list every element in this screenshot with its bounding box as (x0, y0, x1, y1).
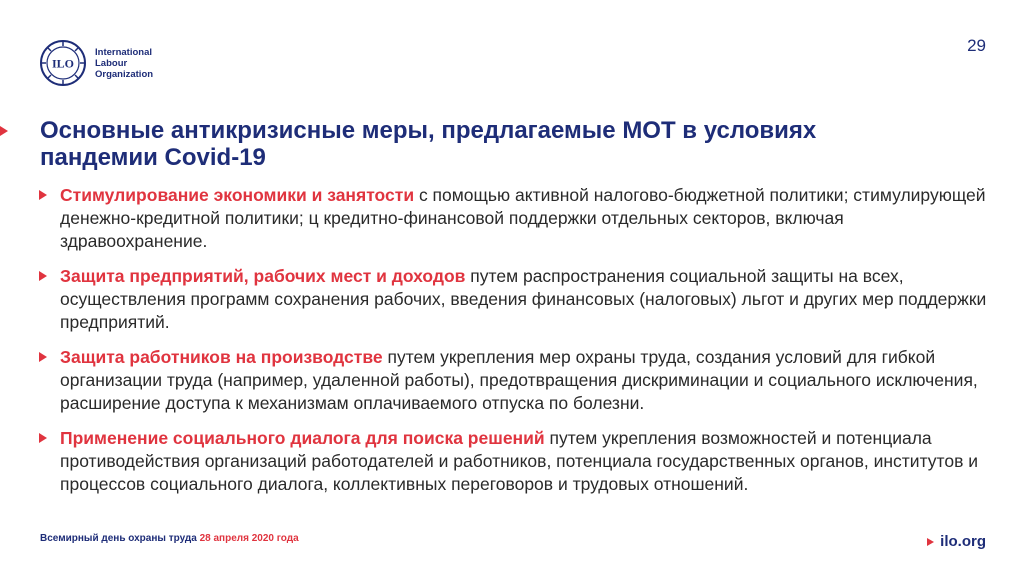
title-accent-icon (0, 126, 10, 136)
measure-text: путем укрепления мер охраны труда, создания условий для гибкой организации труда (например, удаленной работы), предотвращения дискриминации и социального исключения, расширение доступа к механизмам оплачиваемого отпуска по болезни. (60, 347, 978, 413)
list-item (38, 184, 990, 253)
bullet-arrow-icon (39, 352, 47, 362)
list-item (38, 346, 990, 415)
measure-heading: Применение социального диалога для поиска решений (60, 428, 545, 448)
measure-text: с помощью активной налогово-бюджетной политики; стимулирующей денежно-кредитной политики; ц кредитно-финансовой поддержки отдельных секторов, включая здравоохранение. (60, 185, 986, 251)
slide-title: Основные антикризисные меры, предлагаемые МОТ в условиях пандемии Covid-19 (40, 117, 817, 171)
measure-heading: Стимулирование экономики и занятости (60, 185, 415, 205)
ilo-emblem-icon (38, 38, 88, 88)
site-arrow-icon (927, 538, 934, 546)
bullet-arrow-icon (39, 433, 47, 443)
list-item (38, 265, 990, 334)
measure-heading: Защита работников на производстве (60, 347, 383, 367)
bullet-arrow-icon (39, 190, 47, 200)
footer-site-label[interactable]: ilo.org (940, 533, 986, 550)
measure-heading: Защита предприятий, рабочих мест и доходов (60, 266, 466, 286)
footer-site-link[interactable] (927, 533, 986, 550)
svg-text:ILO: ILO (51, 56, 75, 71)
measures-list (38, 184, 990, 508)
footer-event (40, 533, 299, 544)
bullet-arrow-icon (39, 271, 47, 281)
footer-date: 28 апреля 2020 года (199, 533, 299, 544)
footer-event-name: Всемирный день охраны труда (40, 533, 200, 544)
logo-wordmark (95, 47, 165, 80)
measure-text: путем укрепления возможностей и потенциала противодействия организаций работодателей и работников, потенциала государственных органов, институтов и процессов социального диалога, коллективных переговоров и трудовых отношений. (60, 428, 979, 494)
logo-line: Organization (95, 68, 154, 80)
logo-line: Labour (95, 57, 128, 69)
list-item (38, 427, 990, 496)
measure-text: путем распространения социальной защиты на всех, осуществления программ сохранения рабочих, введения финансовых (налоговых) льгот и других мер поддержки предприятий. (60, 266, 987, 332)
page-number: 29 (967, 36, 986, 55)
ilo-logo (38, 38, 165, 88)
logo-line: International (95, 46, 153, 58)
